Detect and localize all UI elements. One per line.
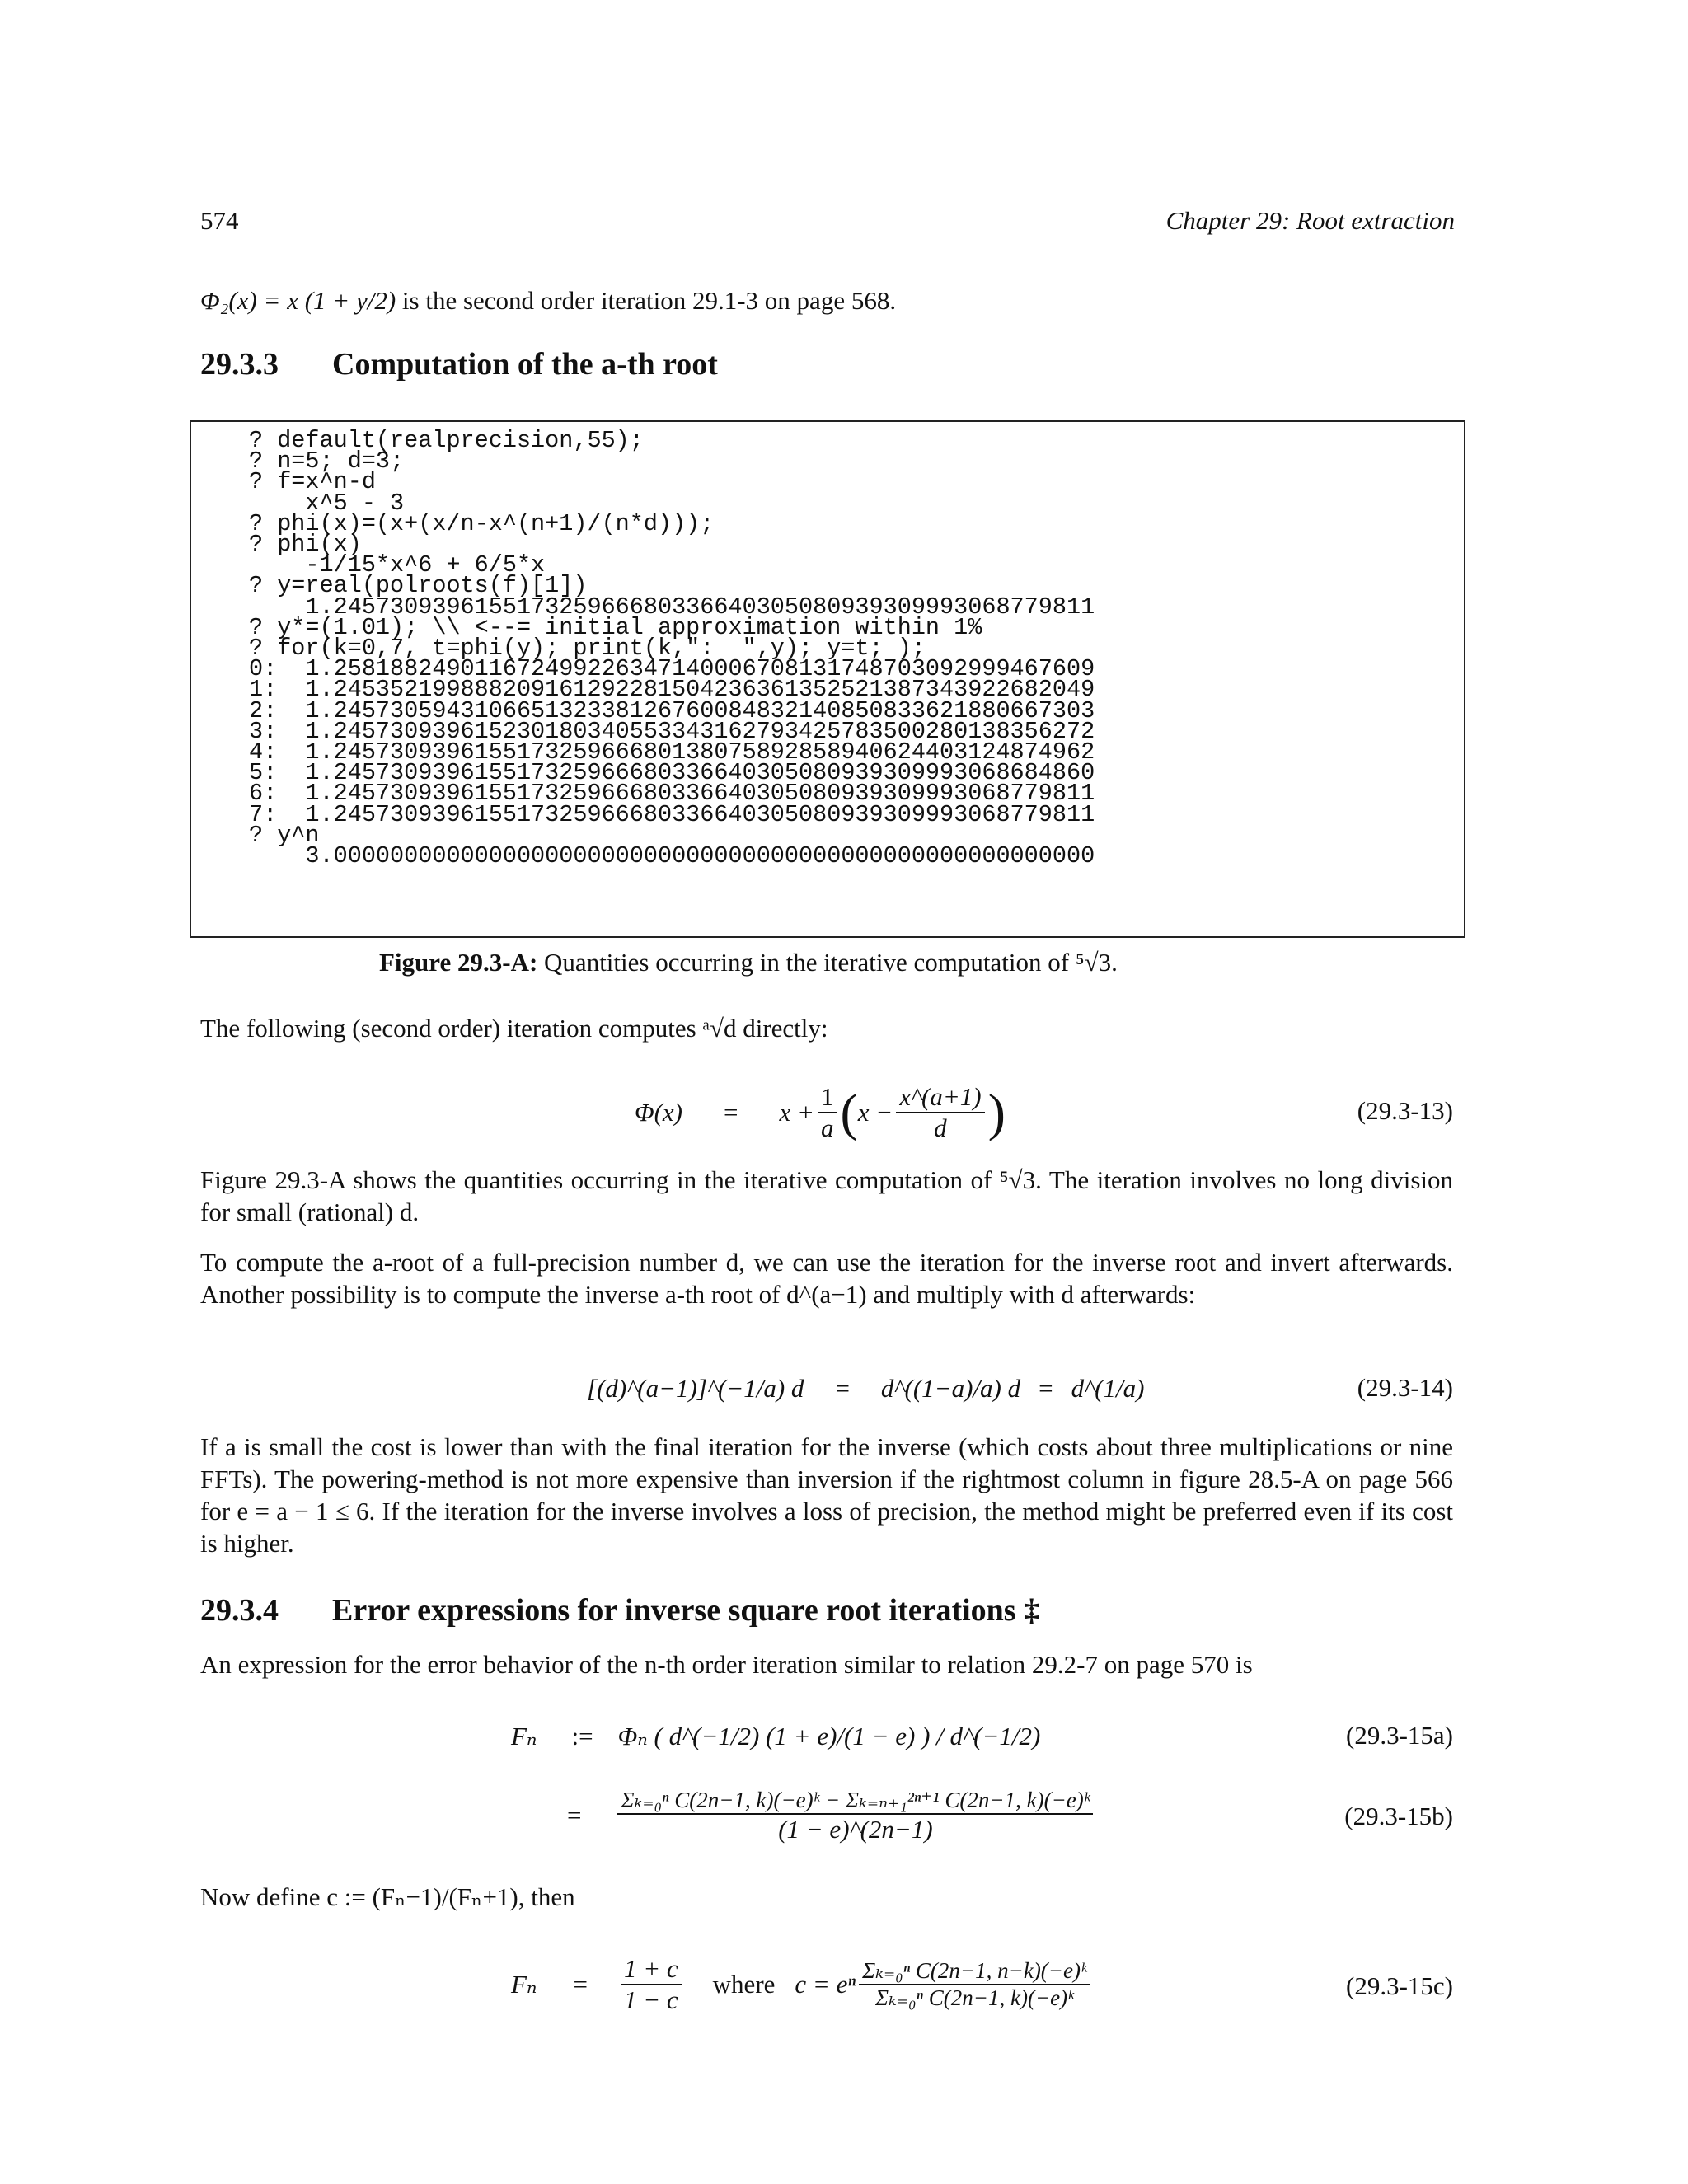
eq15c-c-num: Σₖ₌₀ⁿ C(2n−1, n−k)(−e)ᵏ bbox=[862, 1958, 1087, 1983]
eq15c-number: (29.3-15c) bbox=[1346, 1971, 1453, 2000]
eq15c-where: where bbox=[712, 1970, 776, 1999]
equation-29-3-15b bbox=[567, 1780, 1096, 1851]
eq13-inner-x: x − bbox=[857, 1098, 893, 1127]
eq15c-frac-den: 1 − c bbox=[621, 1984, 682, 2015]
paragraph-2: Figure 29.3-A shows the quantities occurring in the iterative computation of ⁵√3. The iteration involves no long division for small (rational) d. bbox=[200, 1165, 1453, 1226]
section-heading-29-3-4 bbox=[200, 1592, 1039, 1629]
equation-29-3-13 bbox=[635, 1067, 1006, 1158]
eq13-prefix: x + bbox=[779, 1098, 814, 1127]
intro-line bbox=[200, 284, 896, 316]
code-listing-frame bbox=[190, 420, 1465, 938]
eq15c-c-den: Σₖ₌₀ⁿ C(2n−1, k)(−e)ᵏ bbox=[859, 1984, 1090, 2011]
equation-29-3-15a bbox=[511, 1708, 1040, 1765]
equation-29-3-15c bbox=[511, 1947, 1094, 2022]
figure-caption-text: Quantities occurring in the iterative computation of ⁵√3. bbox=[544, 948, 1118, 977]
intro-formula: Φ₂(x) = x (1 + y/2) bbox=[200, 286, 396, 315]
eq13-frac bbox=[818, 1082, 837, 1143]
eq13-inner-frac bbox=[896, 1082, 984, 1143]
intro-text: is the second order iteration 29.1-3 on page 568. bbox=[401, 286, 897, 315]
paragraph-5: An expression for the error behavior of the n-th order iteration similar to relation 29.2-7 on page 570 is bbox=[200, 1650, 1253, 1679]
eq14-rhs: d^(1/a) bbox=[1071, 1374, 1145, 1403]
eq15c-lhs: Fₙ bbox=[511, 1970, 537, 1999]
eq13-inner-den: d bbox=[896, 1112, 984, 1143]
eq15b-den: (1 − e)^(2n−1) bbox=[617, 1813, 1093, 1844]
eq14-rel2: = bbox=[1039, 1374, 1053, 1403]
eq15b-num: Σₖ₌₀ⁿ C(2n−1, k)(−e)ᵏ − Σₖ₌ₙ₊₁²ⁿ⁺¹ C(2n−1, k)(−e)ᵏ bbox=[621, 1787, 1090, 1812]
eq15c-cdef: c = eⁿ bbox=[795, 1970, 856, 1999]
eq15c-rel: = bbox=[573, 1970, 588, 1999]
eq15c-cfrac bbox=[859, 1958, 1090, 2011]
eq13-lparen: ( bbox=[840, 1083, 858, 1141]
eq13-rparen: ) bbox=[987, 1083, 1006, 1141]
eq15b-number: (29.3-15b) bbox=[1344, 1802, 1453, 1830]
equation-29-3-14 bbox=[587, 1368, 1144, 1409]
eq13-frac-num: 1 bbox=[820, 1082, 834, 1111]
paragraph-3: To compute the a-root of a full-precision number d, we can use the iteration for the inverse root and invert afterwards. Another possibility is to compute the inverse a-th root of d^(a−1) and multiply with d afterwards: bbox=[200, 1248, 1453, 1309]
eq15a-lhs: Fₙ bbox=[511, 1722, 537, 1750]
section-number: 29.3.3 bbox=[200, 347, 279, 382]
eq15c-frac bbox=[621, 1954, 682, 2015]
paragraph-1: The following (second order) iteration computes ᵃ√d directly: bbox=[200, 1014, 828, 1043]
eq13-lhs: Φ(x) bbox=[635, 1098, 683, 1127]
section-number: 29.3.4 bbox=[200, 1593, 279, 1628]
eq15a-rel: := bbox=[571, 1722, 593, 1750]
eq15b-frac bbox=[617, 1788, 1093, 1844]
paragraph-4: If a is small the cost is lower than with the final iteration for the inverse (which costs about three multiplications or nine FFTs). The powering-method is not more expensive than inversion if the rightmost column in figure 28.5-A on page 566 for e = a − 1 ≤ 6. If the iteration for the inverse involves a loss of precision, the method might be preferred even if its cost is higher. bbox=[200, 1432, 1453, 1558]
eq14-rel: = bbox=[835, 1374, 850, 1403]
eq14-mid: d^((1−a)/a) d bbox=[880, 1374, 1021, 1403]
eq15a-number: (29.3-15a) bbox=[1346, 1721, 1453, 1750]
eq13-rel: = bbox=[724, 1098, 738, 1127]
eq15c-frac-num: 1 + c bbox=[623, 1954, 678, 1983]
paragraph-6: Now define c := (Fₙ−1)/(Fₙ+1), then bbox=[200, 1882, 575, 1911]
figure-caption bbox=[379, 946, 1118, 978]
eq13-frac-den: a bbox=[818, 1112, 837, 1143]
code-listing: ? default(realprecision,55); ? n=5; d=3; ? f=x^n-d x^5 - 3 ? phi(x)=(x+(x/n-x^(n+1)/(n*d))); ? phi(x) -1/15*x^6 + 6/5*x ? y=real(polroots(f)[1]) 1.245730939615517325966680336640305080939309993068779811 ? y*=(1.01); \\ <--= initial approximation within 1% ? for(k=0,7, t=phi(y); print(k,": ",y); y=t; ); 0: 1.258188249011672499226347140006708131748703092999467609 1: 1.245352199888209161292281504236361352521387343922682049 2: 1.245730594310665132338126760084832140850833621880667303 3: 1.245730939615230180340553343162793425783500280138356272 4: 1.245730939615517325966680138075892858940624403124874962 5: 1.245730939615517325966680336640305080939309993068684860 6: 1.245730939615517325966680336640305080939309993068779811 7: 1.245730939615517325966680336640305080939309993068779811 ? y^n 3.000000000000000000000000000000000000000000000000000000 bbox=[249, 427, 1095, 870]
running-header: Chapter 29: Root extraction bbox=[1165, 206, 1455, 235]
eq15b-rel: = bbox=[567, 1801, 582, 1830]
eq13-inner-num: x^(a+1) bbox=[899, 1082, 982, 1111]
section-heading-29-3-3 bbox=[200, 346, 718, 382]
eq13-number: (29.3-13) bbox=[1357, 1096, 1453, 1125]
section-title: Computation of the a-th root bbox=[332, 347, 718, 382]
page-number: 574 bbox=[200, 206, 239, 235]
figure-label: Figure 29.3-A: bbox=[379, 948, 538, 977]
section-title: Error expressions for inverse square root iterations ‡ bbox=[332, 1593, 1040, 1628]
eq15a-rhs: Φₙ ( d^(−1/2) (1 + e)/(1 − e) ) / d^(−1/2) bbox=[617, 1722, 1041, 1750]
eq14-number: (29.3-14) bbox=[1357, 1373, 1453, 1402]
eq14-lhs: [(d)^(a−1)]^(−1/a) d bbox=[587, 1374, 804, 1403]
